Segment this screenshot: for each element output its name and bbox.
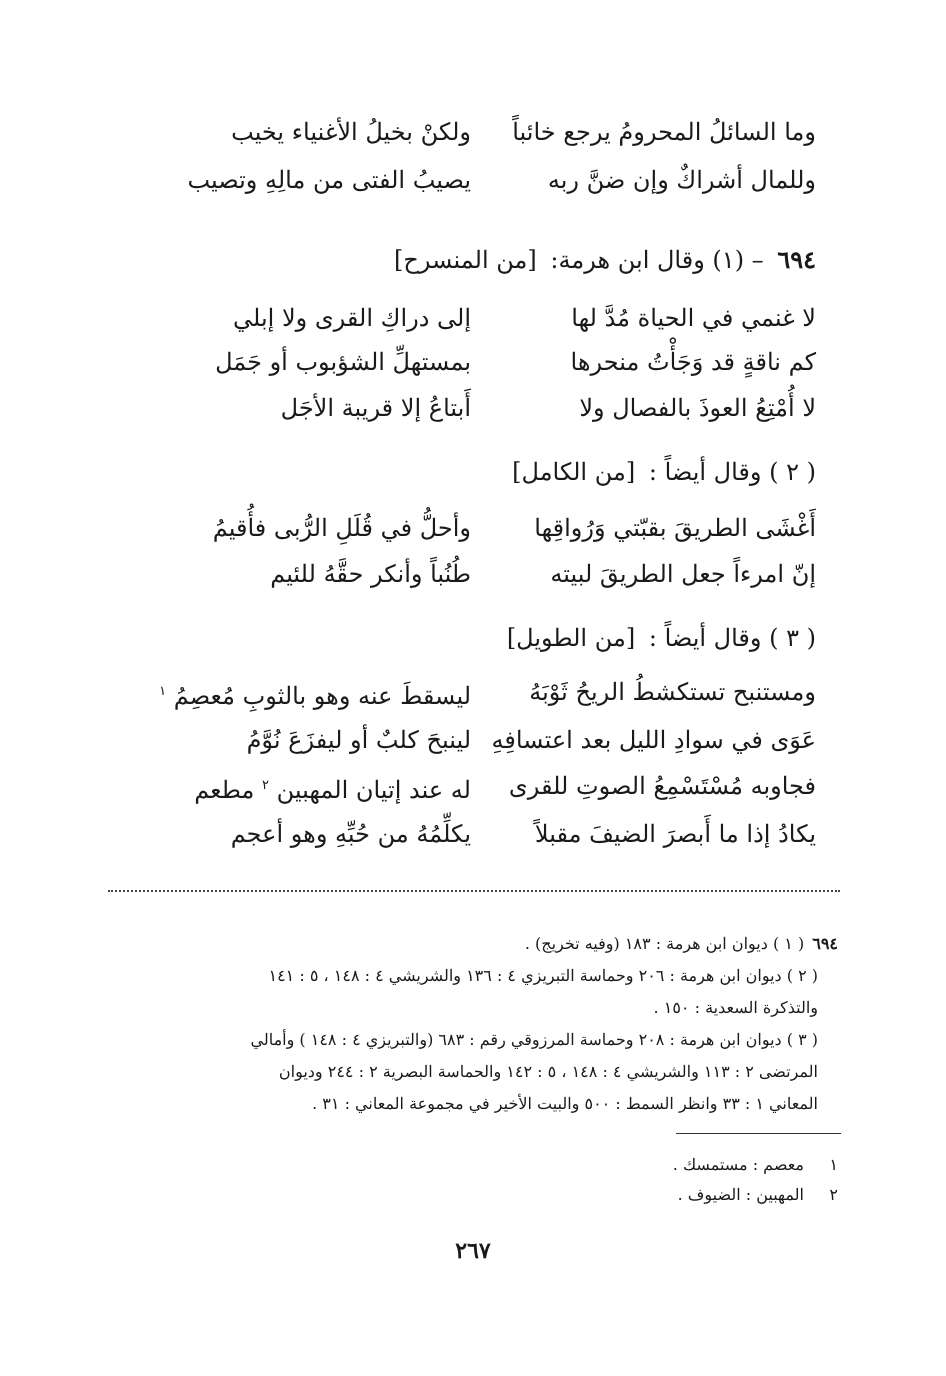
verse-line xyxy=(116,508,816,548)
verse-line xyxy=(116,388,816,428)
gloss-separator xyxy=(676,1133,841,1134)
verse-line xyxy=(116,720,816,760)
verse-first-hemistich: عَوَى في سوادِ الليل بعد اعتسافِهِ xyxy=(491,726,816,754)
footnote-line: والتذكرة السعدية : ١٥٠ . xyxy=(653,998,818,1017)
meter-label: [من المنسرح] xyxy=(394,246,537,274)
verse-first-hemistich: فجاوبه مُسْتَسْمِعُ الصوتِ للقرى xyxy=(508,772,816,800)
gloss-text: معصم : مستمسك . xyxy=(672,1155,804,1174)
verse-second-hemistich: يصيبُ الفتى من مالِهِ وتصيب xyxy=(187,166,471,194)
footnote-entry-number: ٦٩٤ xyxy=(812,934,838,953)
footnote-text: ( ١ ) ديوان ابن هرمة : ١٨٣ (وفيه تخريج) . xyxy=(524,934,805,953)
verse-line xyxy=(116,160,816,200)
footnote-line: ( ٢ ) ديوان ابن هرمة : ٢٠٦ وحماسة التبريزي ٤ : ١٣٦ والشريشي ٤ : ١٤٨ ، ٥ : ١٤١ xyxy=(268,966,818,985)
verse-second-hemistich: إلى دراكِ القرى ولا إبلي xyxy=(233,304,471,332)
verse-first-hemistich: يكادُ إذا ما أَبصرَ الضيفَ مقبلاً xyxy=(534,820,816,848)
footnotes xyxy=(103,928,838,1120)
verse-line xyxy=(116,298,816,338)
verse-first-hemistich: لا غنمي في الحياة مُدَّ لها xyxy=(571,304,816,332)
verse-first-hemistich: وللمال أشراكٌ وإن ضنَّ ربه xyxy=(547,166,816,194)
gloss-line xyxy=(673,1150,838,1180)
gloss-marker: ١ xyxy=(159,684,167,699)
section-intro: – (١) وقال ابن هرمة: xyxy=(550,246,764,274)
verse-second-hemistich: وأحلُّ في قُلَلِ الرُّبى فأُقيمُ xyxy=(212,514,471,542)
verse-second-hemistich xyxy=(159,672,471,716)
footnote-line: المعاني ١ : ٣٣ وانظر السمط : ٥٠٠ والبيت الأخير في مجموعة المعاني : ٣١ . xyxy=(312,1094,818,1113)
verse-first-hemistich: ومستنبح تستكشطُ الريحُ ثَوْبَهُ xyxy=(529,678,816,706)
verse-first-hemistich: كم ناقةٍ قد وَجَأْتُ منحرها xyxy=(570,348,816,376)
verse-line xyxy=(116,342,816,382)
verse-first-hemistich: أَغْشَى الطريقَ بقبّتي وَرُواقِها xyxy=(534,514,816,542)
section-heading xyxy=(394,240,816,280)
meter-label: [من الطويل] xyxy=(506,624,636,652)
footnote-line: ( ٣ ) ديوان ابن هرمة : ٢٠٨ وحماسة المرزوقي رقم : ٦٨٣ (والتبريزي ٤ : ١٤٨ ) وأمالي xyxy=(250,1030,818,1049)
hemistich-text: ليسقطَ عنه وهو بالثوبِ مُعصِمُ xyxy=(173,682,471,710)
section-intro: ( ٢ ) وقال أيضاً : xyxy=(648,458,816,486)
verse-second-hemistich: طُنُباً وأنكر حقَّهُ للئيم xyxy=(270,560,471,588)
section-intro: ( ٣ ) وقال أيضاً : xyxy=(648,624,816,652)
section-heading xyxy=(512,452,816,492)
verse-first-hemistich: إنّ امرءاً جعل الطريقَ لبيته xyxy=(550,560,816,588)
verse-line xyxy=(116,554,816,594)
gloss-number: ٢ xyxy=(829,1185,838,1204)
verse-second-hemistich: ولكنْ بخيلُ الأغنياء يخيب xyxy=(231,118,471,146)
verse-second-hemistich: أَبتاعُ إلا قريبة الأجَل xyxy=(280,394,471,422)
verse-second-hemistich: لينبحَ كلبٌ أو ليفزَعَ نُوَّمُ xyxy=(246,726,471,754)
footnote-line xyxy=(103,928,838,960)
verse-first-hemistich: لا أُمْتِعُ العوذَ بالفصال ولا xyxy=(579,394,816,422)
gloss-text: المهبين : الضيوف . xyxy=(677,1185,804,1204)
hemistich-text-end: مطعم xyxy=(194,776,255,804)
section-heading xyxy=(507,618,816,658)
verse-second-hemistich xyxy=(194,766,471,810)
hemistich-text: له عند إتيان المهبين xyxy=(276,776,471,804)
gloss-marker: ٢ xyxy=(261,778,269,793)
footnote-separator xyxy=(108,890,840,898)
entry-number: ٦٩٤ xyxy=(777,245,816,274)
footnote-line: المرتضى ٢ : ١١٣ والشريشي ٤ : ١٤٨ ، ٥ : ١٤٢ والحماسة البصرية ٢ : ٢٤٤ وديوان xyxy=(278,1062,818,1081)
gloss-number: ١ xyxy=(829,1155,838,1174)
meter-label: [من الكامل] xyxy=(512,458,636,486)
verse-first-hemistich: وما السائلُ المحرومُ يرجع خائباً xyxy=(512,118,816,146)
verse-line xyxy=(116,814,816,854)
verse-line xyxy=(116,766,816,806)
verse-second-hemistich: يكلِّمُهُ من حُبِّهِ وهو أعجم xyxy=(230,820,471,848)
verse-second-hemistich: بمستهلِّ الشؤبوب أو جَمَل xyxy=(215,348,471,376)
page-number: ٢٦٧ xyxy=(455,1238,491,1264)
gloss-line xyxy=(678,1180,838,1210)
verse-line xyxy=(96,672,816,712)
verse-line xyxy=(116,112,816,152)
